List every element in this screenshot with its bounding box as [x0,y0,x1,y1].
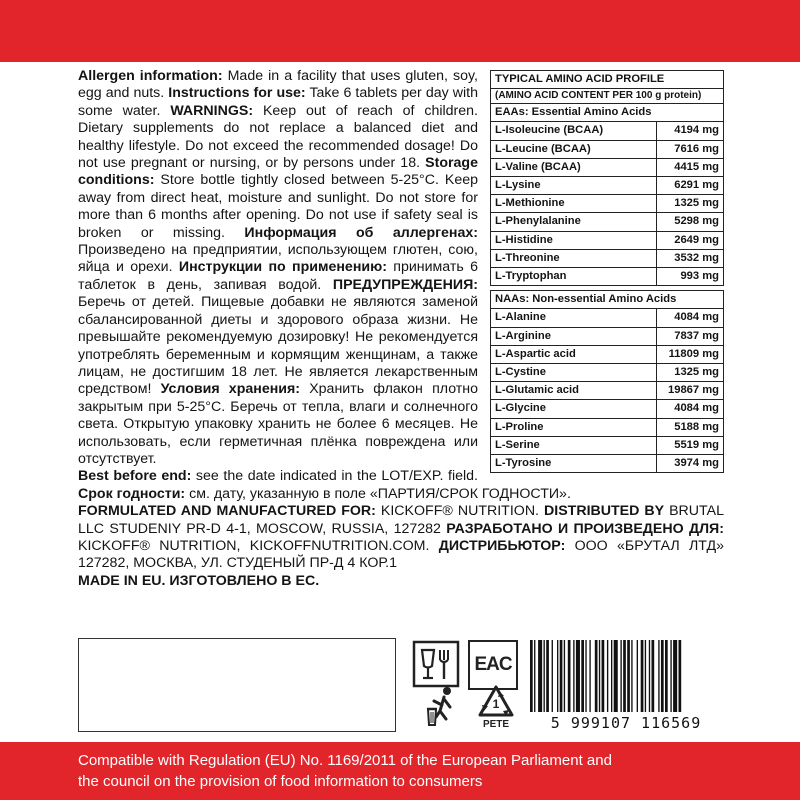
ru-distributor-label: ДИСТРИБЬЮТОР: [438,537,566,554]
barcode-bar [573,640,574,712]
table-row [490,213,724,231]
barcode-bar [599,640,600,712]
amino-table-subtitle: (AMINO ACID CONTENT PER 100 g protein) [490,89,724,104]
amino-value: 4415 mg [656,159,723,176]
ru-allergen-text: Произведено на предприятии, использующем глютен, сою, яйца и орехи. [78,242,478,276]
distributed-label: DISTRIBUTED BY [544,503,665,520]
barcode-bar [673,640,677,712]
amino-name: L-Serine [495,438,540,451]
table-row [490,328,724,346]
barcode-bar [607,640,608,712]
barcode-bar [530,640,533,712]
ru-instructions-text: принимать 6 таблеток в день, запивая водой. [78,259,478,293]
label-text-block [78,68,724,590]
ru-storage-label: Условия хранения: [160,381,301,398]
amino-value: 3532 mg [656,250,723,267]
amino-value: 993 mg [656,268,723,285]
barcode-bar [665,640,668,712]
table-row [490,419,724,437]
table-row [490,268,724,286]
barcode-bar [557,640,558,712]
tidyman-bin-icon [414,685,466,733]
allergen-label: Allergen information: [78,68,223,84]
barcode-bar [620,640,621,712]
barcode-bar [568,640,571,712]
instructions-text: Take 6 tablets per day with some water. [78,85,478,119]
table-row [490,400,724,418]
barcode-bar [546,640,549,712]
amino-value: 4084 mg [656,309,723,326]
barcode-bar [534,640,535,712]
amino-name: L-Glutamic acid [495,384,579,397]
bottom-red-band [0,742,800,800]
eac-mark-icon [468,640,518,690]
amino-value: 11809 mg [656,346,723,363]
allergen-text: Made in a facility that uses gluten, soy, egg and nuts. [78,68,478,102]
table-row [490,346,724,364]
regulation-line-2: the council on the provision of food information to consumers [78,773,483,790]
barcode-bar [576,640,580,712]
amino-name: L-Methionine [495,197,565,210]
barcode-bar [641,640,644,712]
recycle-number: 1 [492,697,500,711]
ru-best-before-label: Срок годности: [78,485,186,502]
ru-warnings-label: ПРЕДУПРЕЖДЕНИЯ: [332,276,478,293]
table-row [490,195,724,213]
amino-name: L-Tyrosine [495,457,552,470]
amino-name: L-Phenylalanine [495,215,581,228]
regulation-line-1: Compatible with Regulation (EU) No. 1169/2011 of the European Parliament and [78,752,612,769]
amino-name: L-Aspartic acid [495,347,576,360]
amino-value: 5188 mg [656,419,723,436]
best-before-text: see the date indicated in the LOT/EXP. field. [191,468,478,485]
barcode-bar [560,640,563,712]
amino-value: 1325 mg [656,364,723,381]
barcode-bar [623,640,626,712]
barcode-number: 5 999107 116569 [550,714,702,732]
barcode-bar [581,640,584,712]
barcode-bar [645,640,646,712]
eac-mark-text: EAC [474,654,512,675]
amino-table-title: TYPICAL AMINO ACID PROFILE [490,70,724,89]
ru-formulated-label: РАЗРАБОТАНО И ПРОИЗВЕДЕНО ДЛЯ: [446,520,724,537]
table-row [490,122,724,140]
barcode-bar [627,640,630,712]
top-red-band [0,0,800,62]
amino-name: L-Isoleucine (BCAA) [495,124,604,137]
best-before-label: Best before end: [78,468,192,485]
barcode-bar [552,640,553,712]
barcode-bar [658,640,659,712]
amino-name: L-Arginine [495,329,551,342]
table-row [490,437,724,455]
barcode-bar [602,640,605,712]
storage-text: Store bottle tightly closed between 5-25°C. Keep away from direct heat, moisture and sunlight. Do not store for more than 6 months after opening. Do not use if safety seal is broken or missing. [78,172,478,241]
warnings-label: WARNINGS: [170,102,254,119]
barcode-bar [585,640,586,712]
barcode-bar [538,640,542,712]
table-row [490,309,724,327]
storage-label: Storage conditions: [78,155,478,189]
amino-name: L-Glycine [495,402,546,415]
table-row [490,250,724,268]
barcode-bar [661,640,664,712]
amino-value: 19867 mg [656,382,723,399]
table-row [490,455,724,473]
amino-value: 1325 mg [656,195,723,212]
recycle-label: PETE [482,719,510,730]
formulated-label: FORMULATED AND MANUFACTURED FOR: [78,503,376,520]
formulated-text: KICKOFF® NUTRITION. [375,503,544,520]
ru-warnings-text: Беречь от детей. Пищевые добавки не являются заменой сбалансированной диеты и здорового образа жизни. Не превышайте рекомендуемую дозировку! Не рекомендуется употреблять беременным и кормящим женщинам, а также лицам, не достигшим 18 лет. Не является лекарственным средством! [78,294,478,398]
lot-exp-box [78,638,396,732]
barcode-bar [631,640,632,712]
barcode-bar [679,640,682,712]
barcode-bar [595,640,598,712]
naa-rows [490,309,724,473]
table-row [490,364,724,382]
eaa-header: EAAs: Essential Amino Acids [490,104,724,122]
ru-best-before-text: см. дату, указанную в поле «ПАРТИЯ/СРОК ГОДНОСТИ». [185,485,571,502]
barcode-bar [544,640,545,712]
amino-name: L-Valine (BCAA) [495,160,581,173]
barcode [528,640,724,712]
amino-value: 2649 mg [656,232,723,249]
table-row [490,232,724,250]
ru-distributor-text: ООО «БРУТАЛ ЛТД» 127282, МОСКВА, УЛ. СТУДЕНЫЙ ПР-Д 4 КОР.1 [78,537,724,572]
barcode-bar [589,640,590,712]
recycle-pete-icon [476,684,516,734]
amino-value: 3974 mg [656,455,723,472]
amino-name: L-Lysine [495,179,541,192]
amino-name: L-Leucine (BCAA) [495,142,591,155]
amino-value: 5519 mg [656,437,723,454]
amino-value: 6291 mg [656,177,723,194]
ru-formulated-text: KICKOFF® NUTRITION, KICKOFFNUTRITION.COM. [78,537,439,554]
distributed-text: BRUTAL LLC STUDENIY PR-D 4-1, MOSCOW, RUSSIA, 127282 [78,503,724,537]
instructions-label: Instructions for use: [168,85,306,102]
naa-header: NAAs: Non-essential Amino Acids [490,290,724,309]
amino-name: L-Alanine [495,311,546,324]
regulation-notice [78,750,778,792]
ru-storage-text: Хранить флакон плотно закрытым при 5-25°C. Беречь от тепла, влаги и солнечного света. Открытую упаковку хранить не более 6 месяцев. Не использовать, если герметичная плёнка повреждена или отсутствует. [78,381,478,467]
amino-name: L-Histidine [495,233,553,246]
amino-name: L-Proline [495,420,544,433]
barcode-bar [611,640,612,712]
barcode-bar [614,640,618,712]
warnings-text: Keep out of reach of children. Dietary supplements do not replace a balanced diet and healthy lifestyle. Do not exceed the recommended dosage! Do not use pregnant or nursing, or by persons under 18. [78,102,478,172]
table-row [490,382,724,400]
amino-acid-table [490,70,724,473]
table-row [490,141,724,159]
barcode-bar [637,640,638,712]
barcode-bar [564,640,565,712]
table-row [490,159,724,177]
barcode-bar [649,640,650,712]
amino-value: 7837 mg [656,328,723,345]
amino-name: L-Threonine [495,251,560,264]
amino-value: 7616 mg [656,141,723,158]
ru-allergen-label: Информация об аллергенах: [244,224,478,241]
eaa-rows [490,122,724,286]
barcode-bar [670,640,671,712]
amino-value: 4084 mg [656,400,723,417]
amino-name: L-Cystine [495,366,546,379]
ru-instructions-label: Инструкции по применению: [178,259,387,276]
glass-fork-icon [412,640,460,688]
amino-value: 5298 mg [656,213,723,230]
table-row [490,177,724,195]
amino-value: 4194 mg [656,122,723,139]
barcode-bar [652,640,655,712]
amino-name: L-Tryptophan [495,270,567,283]
made-in: MADE IN EU. ИЗГОТОВЛЕНО В ЕС. [78,572,320,589]
